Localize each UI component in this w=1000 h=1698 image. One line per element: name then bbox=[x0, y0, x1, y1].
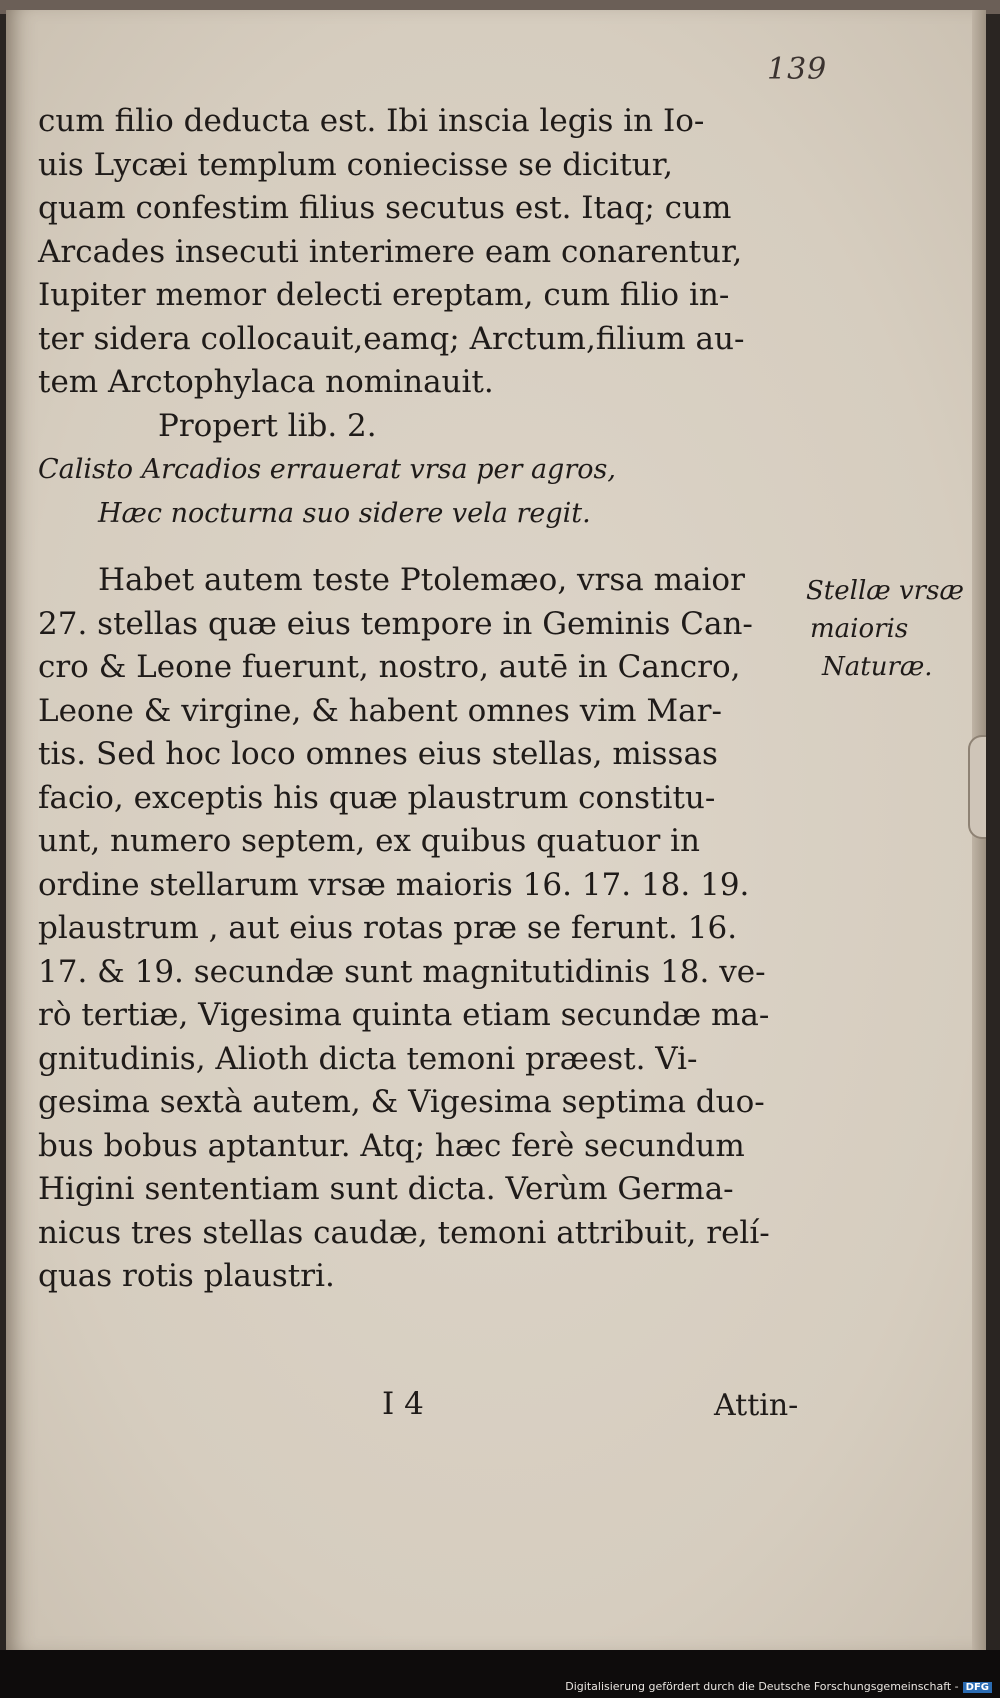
catchword: Attin- bbox=[714, 1388, 799, 1423]
text-line: gesima sextà autem, & Vigesima septima duo- bbox=[38, 1084, 765, 1120]
text-line: bus bobus aptantur. Atq; hæc ferè secundum bbox=[38, 1127, 745, 1164]
text-line: Higini sententiam sunt dicta. Verùm Germa- bbox=[38, 1171, 734, 1207]
text-line: uis Lycæi templum coniecisse se dicitur, bbox=[38, 146, 674, 183]
text-line: 17. & 19. secundæ sunt magnitutidinis 18. ve- bbox=[38, 953, 766, 990]
funding-footer bbox=[565, 1680, 992, 1693]
text-line: ter sidera collocauit,eamq; Arctum,filium au- bbox=[38, 320, 745, 357]
text-line: nicus tres stellas caudæ, temoni attribuit, relí- bbox=[38, 1214, 770, 1251]
citation: Propert lib. 2. bbox=[158, 407, 377, 444]
text-line: ordine stellarum vrsæ maioris 16. 17. 18. 19. bbox=[38, 866, 750, 903]
page-tab-marker bbox=[968, 735, 986, 839]
margin-note-line: maioris bbox=[810, 614, 909, 644]
text-line: Iupiter memor delecti ereptam, cum filio in- bbox=[38, 277, 730, 313]
folio-number: 139 bbox=[767, 52, 828, 87]
text-line: Habet autem teste Ptolemæo, vrsa maior bbox=[98, 562, 745, 598]
text-line: quam confestim filius secutus est. Itaq; cum bbox=[38, 190, 732, 226]
text-line: rò tertiæ, Vigesima quinta etiam secundæ ma- bbox=[38, 997, 770, 1033]
text-line: tem Arctophylaca nominauit. bbox=[38, 364, 494, 400]
main-text-block bbox=[38, 100, 798, 1299]
signature-mark: I 4 bbox=[382, 1386, 424, 1422]
text-line: cro & Leone fuerunt, nostro, autē in Cancro, bbox=[38, 649, 741, 685]
verse-line: Hæc nocturna suo sidere vela regit. bbox=[98, 497, 591, 529]
margin-note-line: Stellæ vrsæ bbox=[806, 576, 964, 606]
margin-note-line: Naturæ. bbox=[822, 652, 933, 682]
margin-note bbox=[806, 572, 966, 686]
dfg-logo: DFG bbox=[963, 1682, 992, 1693]
text-line: gnitudinis, Alioth dicta temoni præest. Vi- bbox=[38, 1040, 698, 1077]
text-line: Arcades insecuti interimere eam conarentur, bbox=[38, 233, 743, 270]
footer-text: Digitalisierung gefördert durch die Deutsche Forschungsgemeinschaft - bbox=[565, 1680, 959, 1693]
text-line: tis. Sed hoc loco omnes eius stellas, missas bbox=[38, 736, 718, 772]
text-line: Leone & virgine, & habent omnes vim Mar- bbox=[38, 692, 722, 729]
text-line: 27. stellas quæ eius tempore in Geminis Can- bbox=[38, 605, 753, 642]
text-line: facio, exceptis his quæ plaustrum constitu- bbox=[38, 779, 716, 816]
text-line: cum filio deducta est. Ibi inscia legis in Io- bbox=[38, 103, 705, 139]
verse-line: Calisto Arcadios errauerat vrsa per agros, bbox=[38, 454, 616, 485]
paragraph-gap bbox=[38, 535, 798, 559]
text-line: quas rotis plaustri. bbox=[38, 1258, 335, 1294]
text-line: plaustrum , aut eius rotas præ se ferunt. 16. bbox=[38, 910, 738, 946]
text-line: unt, numero septem, ex quibus quatuor in bbox=[38, 823, 701, 859]
